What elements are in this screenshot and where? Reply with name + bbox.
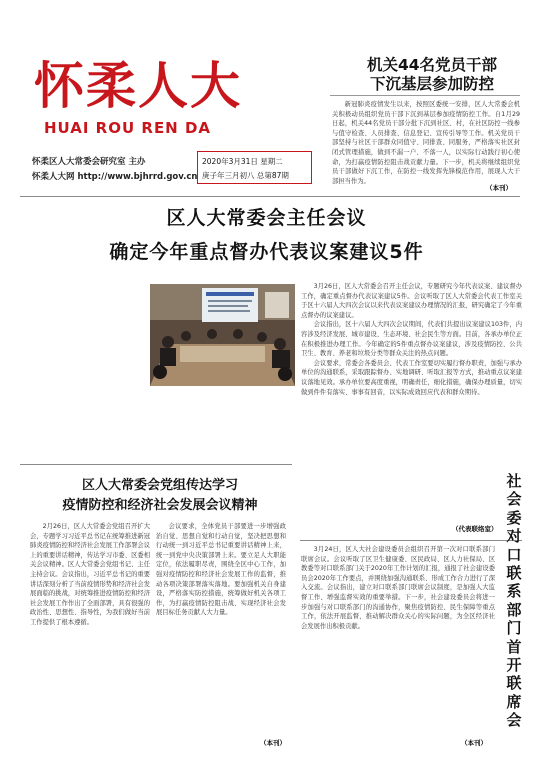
main-headline-line1: 区人大常委会主任会议 (166, 207, 367, 229)
meeting-photo (150, 284, 295, 386)
main-article-body: 3月26日，区人大常委会召开主任会议，专题研究今年代表议案、建议督办工作，确定重点督办代表议案建议5件。会议听取了区人大常委会代表工作室关于区十六届人大四次会议以来代表议案建议办理情况的汇报，研究确定了今年重点督办的议案建议。 会议指出，区十六届人大四次会议期间，代表们共提出议案建议103件，内容涉及经济发展、城市建设、生态环境、社会民生等方面。目前，各承办单位正在积极推进办理工作。今年确定的5件重点督办议案建议，涉及疫情防控、公共卫生、教育、养老和垃圾分类等群众关注的热点问题。 会议要求，常委会各委员会、代表工作室要切实履行督办职责，加强与承办单位的沟通联系，采取跟踪督办、实地调研、听取汇报等方式，推动重点议案建议落地见效。承办单位要高度重视，明确责任，细化措施，确保办理质量，切实做到件件有落实、事事有回音，以实际成效回应代表和群众期待。 (301, 283, 522, 396)
left-article-col2: 会议要求，全体党员干部要进一步增强政治自觉、思想自觉和行动自觉，坚决把思想和行动统一到习近平总书记重要讲话精神上来，统一到党中央决策部署上来。要立足人大职能定位，依法履职尽责，围绕全区中心工作，加强对疫情防控和经济社会发展工作的监督，推动各项决策部署落实落地。要加强机关自身建设，严格落实防控措施，统筹做好机关各项工作，为打赢疫情防控阻击战、实现经济社会发展目标任务贡献人大力量。 (156, 523, 286, 617)
main-article-signoff: （代表联络室） (452, 525, 498, 533)
divider-top (20, 196, 520, 197)
right-article-body: 3月24日，区人大社会建设委员会组织召开第一次对口联系部门联席会议。会议听取了区卫生健康委、区民政局、区人力社保局、区教委等对口联系部门关于2020年工作计划的汇报，通报了社会建设委员会2020年工作要点，并围绕加强沟通联系、形成工作合力进行了深入交流。会议指出，建立对口联系部门联席会议制度，是加强人大监督工作、增强监督实效的重要举措。下一步，社会建设委员会将进一步加强与对口联系部门的沟通协作，聚焦疫情防控、民生保障等重点工作，依法开展监督，推动解决群众关心的实际问题，为全区经济社会发展作出积极贡献。 (301, 546, 495, 630)
masthead-title: 怀柔人大 (34, 56, 242, 115)
top-article-headline: 机关44名党员干部 下沉基层参加防控 (366, 56, 498, 93)
masthead-pinyin: HUAI ROU REN DA (44, 119, 212, 137)
right-article-signoff: （本刊） (461, 739, 487, 747)
issue-date-box (197, 151, 312, 184)
masthead-sponsor: 怀柔区人大常委会研究室 主办 (32, 157, 146, 167)
issue-number: 庚子年三月初八 总第87期 (202, 171, 289, 180)
top-article-body: 新冠肺炎疫情发生以来，按照区委统一安排，区人大常委会机关积极动员组织党员干部下沉到基层参加疫情防控工作。自1月29日起，机关44名党员干部分批下沉到社区、村，在社区防控一线参与值守检查、人员排查、信息登记、宣传引导等工作。机关党员干部坚持与社区干部群众同值守、同排查、同服务，严格落实社区封闭式管理措施，做到不漏一户、不落一人，以实际行动践行初心使命，为打赢疫情防控阻击战贡献力量。下一步，机关将继续组织党员干部做好下沉工作，在防控一线发挥先锋模范作用，展现人大干部担当作为。 (332, 101, 520, 185)
masthead-website: 怀柔人大网 http://www.bjhrrd.gov.cn (32, 172, 198, 182)
divider-right (300, 540, 522, 541)
issue-date: 2020年3月31日 星期二 (202, 157, 283, 166)
right-article-vertical-headline: 社会委对口联系部门首开联席会 (506, 472, 522, 730)
left-article-signoff: （本刊） (260, 739, 286, 747)
left-article-headline: 区人大常委会党组传达学习 疫情防控和经济社会发展会议精神 (62, 478, 258, 513)
divider-left (20, 464, 292, 465)
top-article-signoff: （本刊） (486, 184, 512, 192)
main-headline-line2: 确定今年重点督办代表议案建议5件 (109, 241, 424, 263)
top-article-rule (330, 95, 520, 96)
meeting-photo-image (150, 284, 295, 386)
left-article-col1: 2月26日，区人大常委会党组召开扩大会，专题学习习近平总书记在统筹推进新冠肺炎疫情防控和经济社会发展工作部署会议上的重要讲话精神，传达学习市委、区委相关会议精神。区人大常委会党组书记、主任主持会议。会议指出，习近平总书记的重要讲话深刻分析了当前疫情形势和经济社会发展面临的挑战，对统筹推进疫情防控和经济社会发展工作作出了全面部署，具有很强的政治性、思想性、指导性，为我们做好当前工作提供了根本遵循。 (30, 523, 150, 626)
